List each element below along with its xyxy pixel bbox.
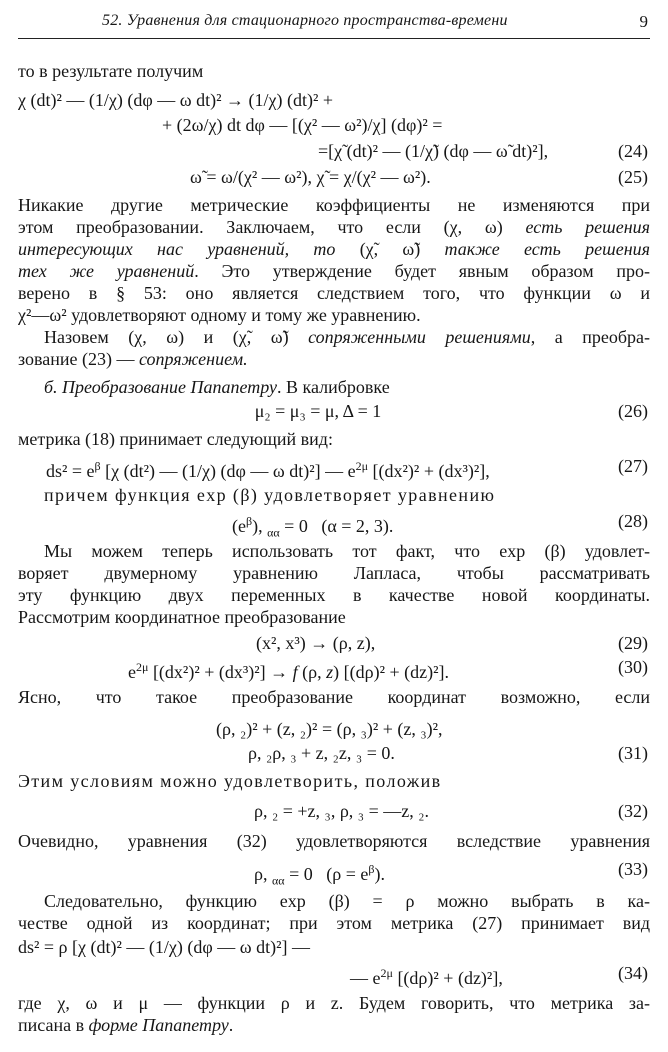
text-line: метрика (18) принимает следующий вид: (18, 429, 333, 449)
equation-line: + (2ω/χ) dt dφ — [(χ² — ω²)/χ] (dφ)² = (162, 115, 443, 135)
equation-number: (25) (618, 167, 648, 187)
text-line: Следовательно, функцию exp (β) = ρ можно выбрать в ка- (44, 891, 650, 911)
text-line: Этим условиям можно удовлетворить, положив (18, 771, 442, 791)
text-line: интересующих нас уравнений, то (χ̃, ω̃) также есть решения (18, 239, 650, 259)
equation-number: (32) (618, 801, 648, 821)
text-line: Очевидно, уравнения (32) удовлетворяются вследствие уравнения (18, 831, 650, 851)
text-line: зование (23) — сопряжением. (18, 349, 248, 369)
equation-number: (31) (618, 743, 648, 763)
book-page (18, 0, 650, 1052)
equation-line: ω̃ = ω/(χ² — ω²), χ̃ = χ/(χ² — ω²). (190, 167, 431, 187)
equation-line: χ (dt)² — (1/χ) (dφ — ω dt)² → (1/χ) (dt)² + (18, 90, 333, 110)
equation-number: (29) (618, 633, 648, 653)
text-line: эту функцию двух переменных в качестве новой координаты. (18, 585, 650, 605)
equation-number: (26) (618, 401, 648, 421)
equation-line: $ds^2 = e^\beta$ [χ (dt²) — (1/χ) (dφ — ω dt)²] — $e^{2\mu}$ [(dx²)² + (dx³)²], (46, 459, 490, 481)
text-line: Назовем (χ, ω) и (χ̃, ω̃) сопряженными решениями, а преобра- (44, 327, 650, 347)
text-line: χ²—ω² удовлетворяют одному и тому же уравнению. (18, 305, 421, 325)
equation-line: =[χ̃ (dt)² — (1/χ̃) (dφ — ω̃ dt)²], (318, 141, 549, 161)
text-line: писана в форме Папапетру. (18, 1015, 234, 1035)
equation-number: (33) (618, 859, 648, 879)
equation-number: (27) (618, 456, 648, 476)
text-line: где χ, ω и μ — функции ρ и z. Будем говорить, что метрика за- (18, 993, 650, 1013)
section-heading: б. Преобразование Папапетру. В калибровке (44, 377, 390, 397)
equation-line: ρ, ₂ρ, ₃ + z, ₂z, ₃ = 0. (248, 743, 395, 763)
equation-line: μ₂ = μ₃ = μ, Δ = 1 (254, 401, 382, 421)
equation-line: ρ, $_{\alpha\alpha}$ = 0 $(\rho = e^\beta)$. (254, 862, 385, 888)
text-line: Никакие другие метрические коэффициенты не изменяются при (18, 195, 650, 215)
equation-number: (24) (618, 141, 648, 161)
text-line: Ясно, что такое преобразование координат возможно, если (18, 687, 650, 707)
page-number: 9 (639, 12, 648, 31)
text-line: причем функция exp (β) удовлетворяет уравнению (44, 485, 496, 505)
text-line: воряет двумерному уравнению Лапласа, чтобы рассматривать (18, 563, 650, 583)
equation-line: ρ, ₂ = +z, ₃, ρ, ₃ = —z, ₂. (254, 801, 429, 821)
equation-line: — $e^{2\mu}$ [(dρ)² + (dz)²], (350, 966, 503, 988)
text-line: тех же уравнений. Это утверждение будет явным образом про- (18, 261, 650, 281)
text-line: Мы можем теперь использовать тот факт, что exp (β) удовлет- (44, 541, 650, 561)
running-title: 52. Уравнения для стационарного пространства-времени (102, 12, 508, 29)
text-line: честве одной из координат; при этом метрика (27) принимает вид (18, 913, 650, 933)
equation-line: ds² = ρ [χ (dt)² — (1/χ) (dφ — ω dt)²] — (18, 937, 310, 957)
text-line: верено в § 53: оно является следствием того, что функции ω и (18, 283, 650, 303)
text-line: этом преобразовании. Заключаем, что если (χ, ω) есть решения (18, 217, 651, 237)
equation-line: (ρ, ₂)² + (z, ₂)² = (ρ, ₃)² + (z, ₃)², (216, 719, 443, 739)
equation-line: (x², x³) → (ρ, z), (256, 633, 376, 653)
equation-number: (34) (618, 963, 648, 983)
equation-number: (30) (618, 657, 648, 677)
equation-line: $(e^\beta)$, $_{\alpha\alpha}$ = 0 (α = 2, 3). (232, 514, 394, 540)
text-line: Рассмотрим координатное преобразование (18, 607, 346, 627)
running-header (18, 12, 650, 39)
text-line: то в результате получим (18, 61, 204, 81)
equation-line: $e^{2\mu}$ [(dx²)² + (dx³)²] → f (ρ, z) [(dρ)² + (dz)²]. (128, 660, 450, 682)
equation-number: (28) (618, 511, 648, 531)
